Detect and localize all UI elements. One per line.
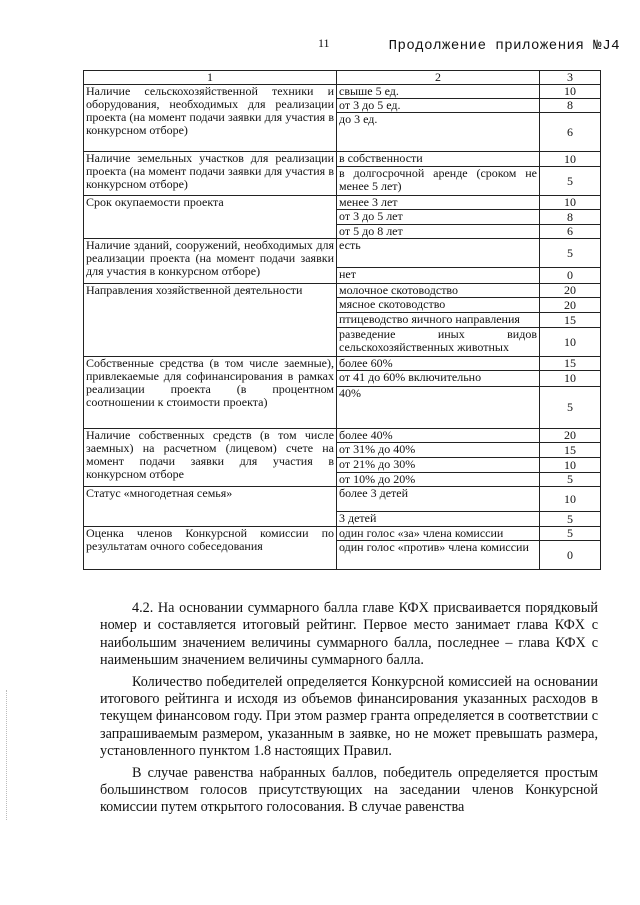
criterion-cell: Оценка членов Конкурсной комиссии по результатам очного собеседования	[84, 527, 337, 570]
margin-marks	[6, 690, 11, 820]
score-cell: 5	[540, 473, 601, 487]
option-cell: в долгосрочной аренде (сроком не менее 5 лет)	[337, 167, 540, 196]
option-cell: птицеводство яичного направления	[337, 313, 540, 328]
score-cell: 6	[540, 113, 601, 152]
option-cell: от 31% до 40%	[337, 443, 540, 458]
score-cell: 0	[540, 268, 601, 284]
option-cell: один голос «за» члена комиссии	[337, 527, 540, 541]
criterion-cell: Направления хозяйственной деятельности	[84, 284, 337, 357]
option-cell: один голос «против» члена комиссии	[337, 541, 540, 570]
score-cell: 20	[540, 429, 601, 443]
table-row	[84, 239, 601, 268]
table-row	[84, 85, 601, 99]
option-cell: 3 детей	[337, 512, 540, 527]
score-cell: 5	[540, 239, 601, 268]
option-cell: 40%	[337, 387, 540, 429]
score-cell: 8	[540, 210, 601, 225]
score-cell: 10	[540, 371, 601, 387]
score-cell: 15	[540, 443, 601, 458]
score-cell: 5	[540, 167, 601, 196]
score-cell: 10	[540, 458, 601, 473]
option-cell: мясное скотоводство	[337, 298, 540, 313]
criterion-cell: Наличие сельскохозяйственной техники и оборудования, необходимых для реализации проекта (на момент подачи заявки для участия в конкурсном отборе)	[84, 85, 337, 152]
criterion-cell: Наличие земельных участков для реализации проекта (на момент подачи заявки для участия в конкурсном отборе)	[84, 152, 337, 196]
score-cell: 5	[540, 512, 601, 527]
option-cell: менее 3 лет	[337, 196, 540, 210]
score-cell: 8	[540, 99, 601, 113]
option-cell: свыше 5 ед.	[337, 85, 540, 99]
table-row	[84, 487, 601, 512]
criterion-cell: Наличие собственных средств (в том числе заемных) на расчетном (лицевом) счете на момент подачи заявки для участия в конкурсном отборе	[84, 429, 337, 487]
option-cell: в собственности	[337, 152, 540, 167]
option-cell: молочное скотоводство	[337, 284, 540, 298]
option-cell: более 60%	[337, 357, 540, 371]
option-cell: более 3 детей	[337, 487, 540, 512]
option-cell: от 3 до 5 ед.	[337, 99, 540, 113]
score-cell: 10	[540, 487, 601, 512]
paragraph: Количество победителей определяется Конкурсной комиссией на основании итогового рейтинга и исходя из объемов финансирования указанных расходов в текущем финансовом году. При этом размер гранта определяется в соответствии с запрашиваемым размером, указанным в заявке, но не может превышать размера, установленного пунктом 1.8 настоящих Правил.	[100, 673, 598, 760]
page-number: 11	[318, 36, 330, 50]
option-cell: от 5 до 8 лет	[337, 225, 540, 239]
criterion-cell: Статус «многодетная семья»	[84, 487, 337, 527]
score-cell: 10	[540, 328, 601, 357]
score-cell: 5	[540, 527, 601, 541]
column-header: 3	[540, 71, 601, 85]
score-cell: 10	[540, 152, 601, 167]
paragraph: В случае равенства набранных баллов, победитель определяется простым большинством голосов присутствующих на заседании членов Конкурсной комиссии путем открытого голосования. В случае равенства	[100, 764, 598, 816]
score-cell: 20	[540, 284, 601, 298]
table-row	[84, 527, 601, 541]
score-cell: 15	[540, 357, 601, 371]
option-cell: от 41 до 60% включительно	[337, 371, 540, 387]
option-cell: разведение иных видов сельскохозяйственных животных	[337, 328, 540, 357]
table-row	[84, 429, 601, 443]
table-row	[84, 152, 601, 167]
option-cell: от 21% до 30%	[337, 458, 540, 473]
criterion-cell: Срок окупаемости проекта	[84, 196, 337, 239]
criterion-cell: Наличие зданий, сооружений, необходимых для реализации проекта (на момент подачи заявки для участия в конкурсном отборе)	[84, 239, 337, 284]
option-cell: более 40%	[337, 429, 540, 443]
table-row	[84, 284, 601, 298]
score-cell: 10	[540, 85, 601, 99]
table-row	[84, 196, 601, 210]
paragraph: 4.2. На основании суммарного балла главе КФХ присваивается порядковый номер и составляется итоговый рейтинг. Первое место занимает глава КФХ с наибольшим значением величины суммарного балла, последнее – глава КФХ с наименьшим значением величины суммарного балла.	[100, 600, 598, 669]
score-cell: 6	[540, 225, 601, 239]
table-header-row	[84, 71, 601, 85]
option-cell: нет	[337, 268, 540, 284]
option-cell: от 10% до 20%	[337, 473, 540, 487]
body-text	[100, 600, 598, 821]
option-cell: до 3 ед.	[337, 113, 540, 152]
option-cell: есть	[337, 239, 540, 268]
score-cell: 15	[540, 313, 601, 328]
score-cell: 10	[540, 196, 601, 210]
column-header: 1	[84, 71, 337, 85]
appendix-continuation-note: Продолжение приложения №J4	[388, 38, 620, 54]
score-cell: 0	[540, 541, 601, 570]
score-cell: 20	[540, 298, 601, 313]
option-cell: от 3 до 5 лет	[337, 210, 540, 225]
column-header: 2	[337, 71, 540, 85]
criterion-cell: Собственные средства (в том числе заемные), привлекаемые для софинансирования в рамках реализации проекта (в процентном соотношении к стоимости проекта)	[84, 357, 337, 429]
criteria-table	[83, 70, 601, 570]
table-row	[84, 357, 601, 371]
score-cell: 5	[540, 387, 601, 429]
